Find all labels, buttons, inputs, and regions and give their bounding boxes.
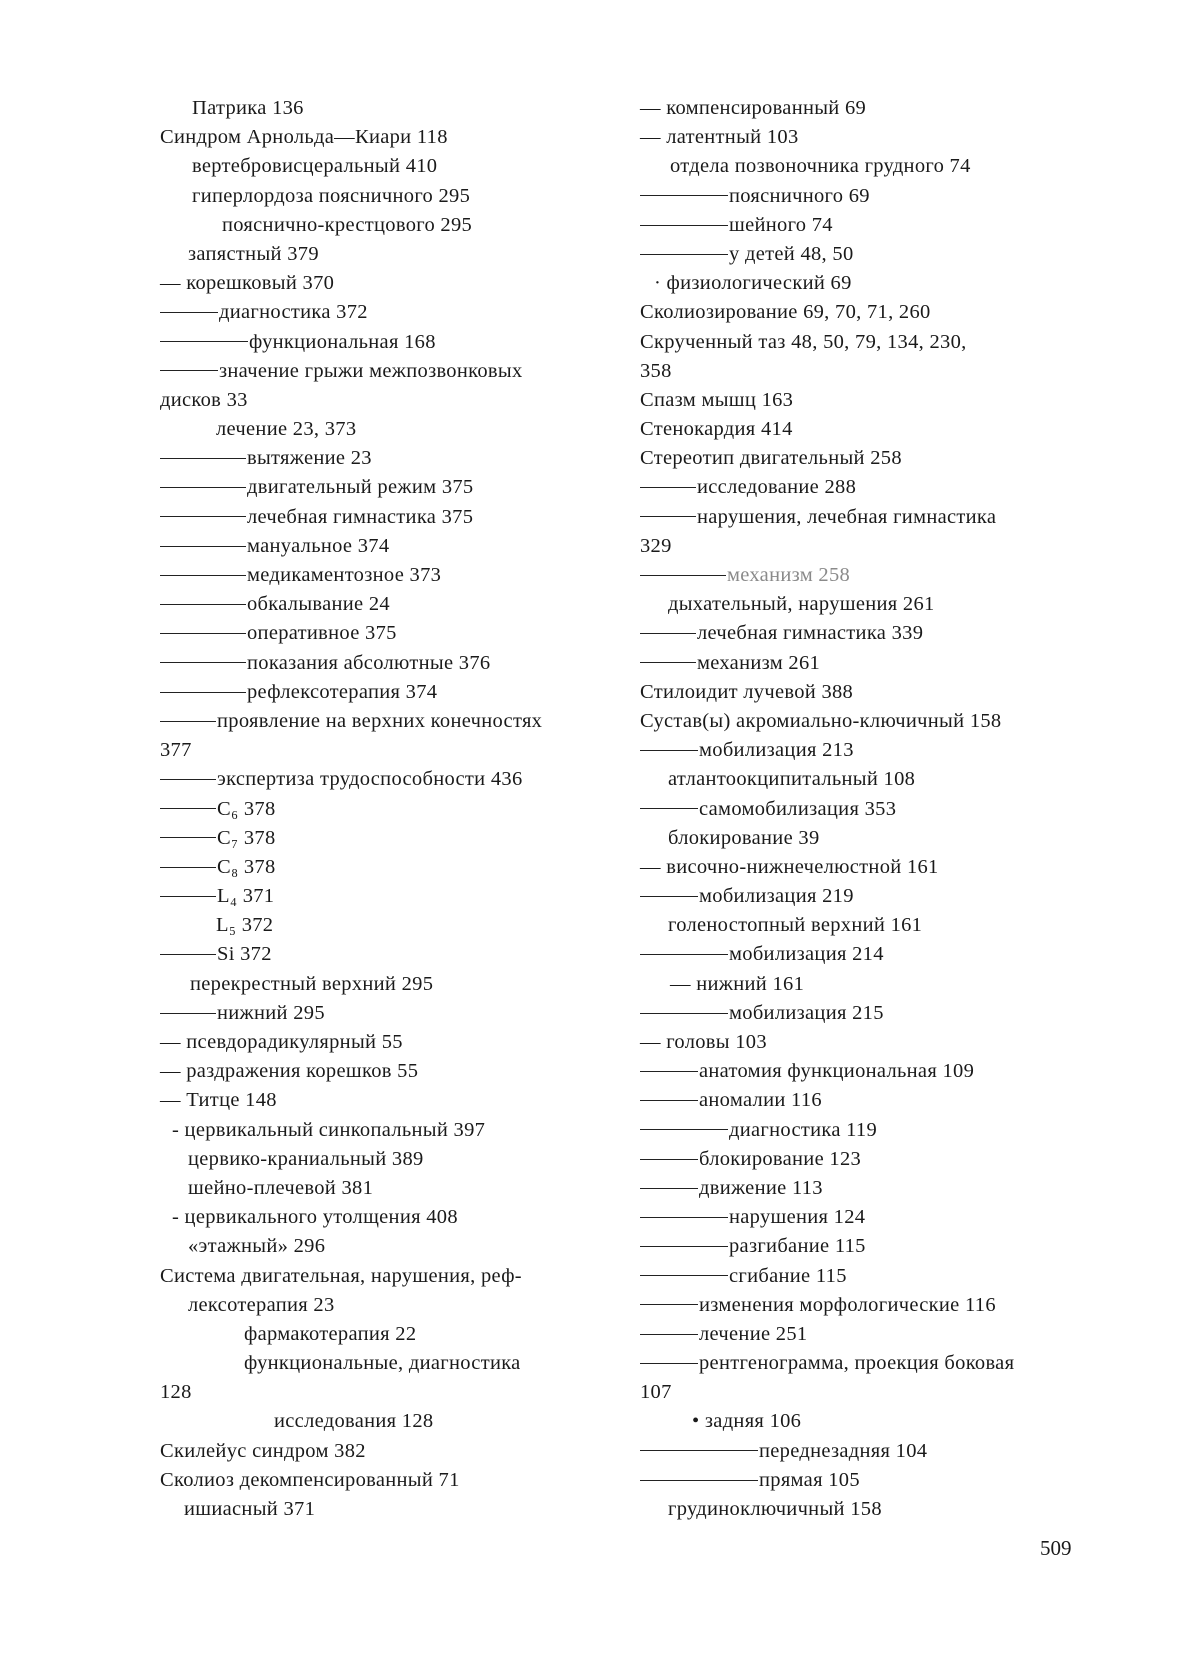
index-entry xyxy=(640,123,1085,152)
index-entry-text: сгибание 115 xyxy=(729,1264,847,1287)
index-entry-text: аномалии 116 xyxy=(699,1089,822,1112)
index-entry-text: Сустав(ы) акромиально-ключичный 158 xyxy=(640,709,1002,732)
index-entry xyxy=(160,1378,622,1407)
index-entry xyxy=(640,736,1085,765)
index-entry-text: — височно-нижнечелюстной 161 xyxy=(640,855,939,878)
index-entry xyxy=(640,619,1085,648)
index-entry xyxy=(640,1320,1085,1349)
index-entry-text: фармакотерапия 22 xyxy=(244,1322,417,1345)
index-entry xyxy=(160,590,622,619)
index-entry-text: 329 xyxy=(640,534,672,557)
index-entry-text: диагностика 372 xyxy=(219,301,368,324)
index-entry-text: движение 113 xyxy=(699,1176,823,1199)
index-entry-text: отдела позвоночника грудного 74 xyxy=(670,155,971,178)
index-entry-text: — псевдорадикулярный 55 xyxy=(160,1031,403,1053)
index-entry-text: — корешковый 370 xyxy=(160,272,335,295)
index-entry xyxy=(640,1495,1085,1524)
index-entry-text: экспертиза трудоспособности 436 xyxy=(217,768,523,791)
index-entry-text: гиперлордоза поясничного 295 xyxy=(192,184,471,207)
leader-rule xyxy=(160,633,246,634)
index-entry-text: исследование 288 xyxy=(697,476,857,499)
index-entry-text: мобилизация 215 xyxy=(729,1001,884,1024)
index-entry xyxy=(160,240,622,269)
index-entry xyxy=(160,444,622,473)
index-entry xyxy=(160,1349,622,1378)
index-entry xyxy=(160,503,622,532)
index-entry xyxy=(640,649,1085,678)
index-entry-text: шейно-плечевой 381 xyxy=(188,1176,374,1199)
leader-rule xyxy=(160,1013,216,1014)
index-entry-text: 107 xyxy=(640,1381,672,1404)
index-entry xyxy=(160,1262,622,1291)
index-entry-text: Патрика 136 xyxy=(192,97,304,119)
index-entry-text: · физиологический 69 xyxy=(654,272,852,295)
index-entry-text: Спазм мышц 163 xyxy=(640,388,794,411)
index-entry xyxy=(160,473,622,502)
index-entry xyxy=(160,328,622,357)
index-entry-text: L₄ 371 xyxy=(217,885,275,908)
leader-rule xyxy=(160,721,216,722)
leader-rule xyxy=(640,1246,728,1247)
index-entry-text: лечебная гимнастика 339 xyxy=(697,622,924,645)
leader-rule xyxy=(160,546,246,547)
index-entry-text: обкалывание 24 xyxy=(247,593,390,616)
index-entry xyxy=(160,386,622,415)
index-entry xyxy=(640,473,1085,502)
index-entry-text: цервико-краниальный 389 xyxy=(188,1147,424,1170)
index-entry xyxy=(160,999,622,1028)
index-entry-text: дисков 33 xyxy=(160,388,248,411)
left-index-column xyxy=(160,94,622,1524)
leader-rule xyxy=(640,1363,698,1364)
index-entry-text: блокирование 123 xyxy=(699,1147,862,1170)
leader-rule xyxy=(640,516,696,517)
index-entry-text: нарушения, лечебная гимнастика xyxy=(697,505,997,528)
index-entry-text: • задняя 106 xyxy=(692,1410,802,1433)
right-index-column xyxy=(640,94,1085,1524)
index-entry xyxy=(640,298,1085,327)
index-entry-text: показания абсолютные 376 xyxy=(247,651,491,674)
index-entry xyxy=(160,415,622,444)
leader-rule xyxy=(640,1013,728,1014)
index-entry xyxy=(160,1174,622,1203)
index-entry-text: проявление на верхних конечностях xyxy=(217,709,543,732)
index-entry xyxy=(160,1232,622,1261)
index-entry xyxy=(640,1116,1085,1145)
index-entry-text: значение грыжи межпозвонковых xyxy=(219,359,523,382)
index-entry xyxy=(640,853,1085,882)
leader-rule xyxy=(640,896,698,897)
index-entry-text: механизм 258 xyxy=(727,564,851,586)
index-entry xyxy=(160,824,622,853)
leader-rule xyxy=(640,1480,758,1481)
index-entry-text: самомобилизация 353 xyxy=(699,797,897,820)
index-entry xyxy=(640,590,1085,619)
index-entry-text: — компенсированный 69 xyxy=(640,97,867,119)
leader-rule xyxy=(160,516,246,517)
index-entry xyxy=(640,765,1085,794)
index-entry-text: функциональные, диагностика xyxy=(244,1352,521,1375)
index-entry xyxy=(640,824,1085,853)
index-entry xyxy=(640,678,1085,707)
leader-rule xyxy=(160,458,246,459)
index-entry xyxy=(160,970,622,999)
index-entry xyxy=(160,357,622,386)
index-entry xyxy=(640,1349,1085,1378)
index-entry xyxy=(640,1378,1085,1407)
index-entry xyxy=(160,211,622,240)
index-entry-text: лечебная гимнастика 375 xyxy=(247,505,474,528)
index-entry-text: прямая 105 xyxy=(759,1468,860,1491)
index-entry-text: — раздражения корешков 55 xyxy=(160,1060,419,1083)
index-entry-text: мобилизация 219 xyxy=(699,885,854,908)
index-entry-text: мобилизация 213 xyxy=(699,739,854,762)
index-entry-text: Скрученный таз 48, 50, 79, 134, 230, xyxy=(640,330,967,353)
index-entry-text: исследования 128 xyxy=(274,1410,434,1433)
index-entry xyxy=(160,649,622,678)
leader-rule xyxy=(160,312,218,313)
index-entry xyxy=(160,707,622,736)
leader-rule xyxy=(640,808,698,809)
leader-rule xyxy=(160,575,246,576)
index-entry-text: нижний 295 xyxy=(217,1001,325,1024)
index-entry xyxy=(640,911,1085,940)
index-entry-text: — Титце 148 xyxy=(160,1089,277,1112)
index-entry-text: C₆ 378 xyxy=(217,797,276,820)
index-entry-text: переднезадняя 104 xyxy=(759,1439,928,1462)
index-entry xyxy=(640,1291,1085,1320)
index-entry-text: блокирование 39 xyxy=(668,826,820,849)
index-entry-text: атлантоокципитальный 108 xyxy=(668,768,916,791)
leader-rule xyxy=(640,254,728,255)
index-entry-text: пояснично-крестцового 295 xyxy=(222,213,473,236)
leader-rule xyxy=(160,837,216,838)
index-entry-text: шейного 74 xyxy=(729,213,833,236)
index-entry-text: нарушения 124 xyxy=(729,1206,866,1229)
leader-rule xyxy=(640,1275,728,1276)
index-entry xyxy=(160,678,622,707)
index-entry-text: - цервикального утолщения 408 xyxy=(172,1206,458,1229)
index-entry xyxy=(640,707,1085,736)
index-entry-text: рефлексотерапия 374 xyxy=(247,680,438,703)
index-entry-text: функциональная 168 xyxy=(249,330,436,353)
leader-rule xyxy=(640,633,696,634)
index-entry-text: — нижний 161 xyxy=(670,972,805,995)
index-entry xyxy=(160,1291,622,1320)
index-entry xyxy=(160,1466,622,1495)
index-entry xyxy=(160,911,622,940)
index-entry-text: Синдром Арнольда—Киари 118 xyxy=(160,126,448,149)
index-entry-text: рентгенограмма, проекция боковая xyxy=(699,1352,1015,1375)
leader-rule xyxy=(640,1129,728,1130)
index-entry-text: медикаментозное 373 xyxy=(247,564,442,586)
index-entry-text: Сколиоз декомпенсированный 71 xyxy=(160,1468,460,1491)
index-entry xyxy=(640,1203,1085,1232)
index-entry-text: 377 xyxy=(160,739,192,762)
index-entry-text: C₈ 378 xyxy=(217,855,276,878)
index-entry xyxy=(640,152,1085,181)
index-entry xyxy=(160,853,622,882)
index-entry xyxy=(160,1437,622,1466)
index-entry xyxy=(640,415,1085,444)
index-entry xyxy=(160,795,622,824)
index-entry-text: ишиасный 371 xyxy=(184,1498,316,1520)
index-entry xyxy=(160,1203,622,1232)
index-entry xyxy=(160,1116,622,1145)
index-entry xyxy=(640,970,1085,999)
index-entry-text: двигательный режим 375 xyxy=(247,476,474,499)
index-entry-text: у детей 48, 50 xyxy=(729,242,854,265)
index-entry xyxy=(160,1495,622,1524)
index-entry-text: C₇ 378 xyxy=(217,826,276,849)
index-entry xyxy=(160,765,622,794)
index-entry-text: механизм 261 xyxy=(697,651,821,674)
index-entry xyxy=(640,1232,1085,1261)
index-entry-text: вытяжение 23 xyxy=(247,447,372,470)
leader-rule xyxy=(640,1334,698,1335)
index-entry xyxy=(640,1174,1085,1203)
index-entry xyxy=(640,1437,1085,1466)
index-entry xyxy=(640,269,1085,298)
index-entry-text: дыхательный, нарушения 261 xyxy=(668,593,935,616)
leader-rule xyxy=(160,808,216,809)
index-entry xyxy=(160,1086,622,1115)
index-entry-text: перекрестный верхний 295 xyxy=(190,972,434,995)
index-entry xyxy=(160,736,622,765)
index-entry xyxy=(640,1407,1085,1436)
index-entry xyxy=(640,561,1085,590)
index-entry-text: Стенокардия 414 xyxy=(640,418,793,441)
index-entry xyxy=(160,940,622,969)
index-entry xyxy=(640,1262,1085,1291)
index-entry-text: — головы 103 xyxy=(640,1031,767,1053)
index-entry-text: мануальное 374 xyxy=(247,534,390,557)
index-entry-text: мобилизация 214 xyxy=(729,943,884,966)
index-entry xyxy=(160,1320,622,1349)
index-entry xyxy=(160,1145,622,1174)
index-entry-text: 358 xyxy=(640,359,672,382)
index-entry-text: оперативное 375 xyxy=(247,622,397,645)
index-entry xyxy=(640,882,1085,911)
index-entry xyxy=(640,444,1085,473)
index-entry xyxy=(640,503,1085,532)
leader-rule xyxy=(160,487,246,488)
leader-rule xyxy=(640,225,728,226)
index-entry-text: Скилейус синдром 382 xyxy=(160,1439,366,1462)
index-entry-text: Система двигательная, нарушения, реф- xyxy=(160,1264,522,1287)
index-entry xyxy=(640,94,1085,123)
index-entry xyxy=(640,940,1085,969)
index-entry-text: голеностопный верхний 161 xyxy=(668,914,923,937)
index-entry xyxy=(640,1028,1085,1057)
index-entry xyxy=(160,1028,622,1057)
leader-rule xyxy=(160,341,248,342)
leader-rule xyxy=(640,1217,728,1218)
index-entry xyxy=(160,123,622,152)
index-entry xyxy=(640,999,1085,1028)
index-entry xyxy=(160,882,622,911)
index-entry xyxy=(160,619,622,648)
leader-rule xyxy=(160,867,216,868)
index-entry xyxy=(640,386,1085,415)
leader-rule xyxy=(160,896,216,897)
index-entry-text: поясничного 69 xyxy=(729,184,870,207)
leader-rule xyxy=(640,1188,698,1189)
index-entry-text: Стилоидит лучевой 388 xyxy=(640,680,854,703)
index-entry-text: лечение 251 xyxy=(699,1322,808,1345)
leader-rule xyxy=(640,1071,698,1072)
leader-rule xyxy=(640,1304,698,1305)
index-entry xyxy=(640,1057,1085,1086)
index-entry-text: разгибание 115 xyxy=(729,1235,866,1258)
index-entry-text: грудиноключичный 158 xyxy=(668,1498,882,1520)
index-entry xyxy=(160,561,622,590)
index-entry-text: «этажный» 296 xyxy=(188,1235,326,1258)
index-entry xyxy=(640,328,1085,357)
index-entry-text: Сколиозирование 69, 70, 71, 260 xyxy=(640,301,931,324)
leader-rule xyxy=(160,954,216,955)
index-entry-text: 128 xyxy=(160,1381,192,1404)
index-entry xyxy=(160,94,622,123)
leader-rule xyxy=(640,954,728,955)
leader-rule xyxy=(640,750,698,751)
index-entry-text: лечение 23, 373 xyxy=(216,418,357,441)
index-entry-text: вертебровисцеральный 410 xyxy=(192,155,438,178)
leader-rule xyxy=(160,604,246,605)
index-entry-text: анатомия функциональная 109 xyxy=(699,1060,975,1083)
index-entry xyxy=(160,532,622,561)
index-entry xyxy=(640,1466,1085,1495)
index-entry-text: запястный 379 xyxy=(188,242,319,265)
index-entry xyxy=(640,1145,1085,1174)
index-entry-text: - цервикальный синкопальный 397 xyxy=(172,1118,486,1141)
index-entry-text: диагностика 119 xyxy=(729,1118,878,1141)
index-entry xyxy=(160,269,622,298)
index-entry xyxy=(640,211,1085,240)
index-entry-text: Стереотип двигательный 258 xyxy=(640,447,902,470)
leader-rule xyxy=(160,692,246,693)
index-entry xyxy=(160,1057,622,1086)
index-entry xyxy=(640,182,1085,211)
index-entry xyxy=(160,152,622,181)
index-entry xyxy=(640,1086,1085,1115)
leader-rule xyxy=(160,662,246,663)
leader-rule xyxy=(640,1159,698,1160)
index-entry-text: — латентный 103 xyxy=(640,126,799,149)
index-entry xyxy=(640,795,1085,824)
index-entry xyxy=(640,240,1085,269)
index-entry-text: L₅ 372 xyxy=(216,914,274,937)
index-entry xyxy=(640,532,1085,561)
index-entry-text: изменения морфологические 116 xyxy=(699,1293,996,1316)
leader-rule xyxy=(160,779,216,780)
leader-rule xyxy=(640,1100,698,1101)
leader-rule xyxy=(640,195,728,196)
index-entry-text: Si 372 xyxy=(217,943,272,966)
leader-rule xyxy=(640,575,726,576)
leader-rule xyxy=(640,662,696,663)
index-entry-text: лексотерапия 23 xyxy=(188,1293,335,1316)
index-entry xyxy=(160,298,622,327)
leader-rule xyxy=(640,1450,758,1451)
page-number: 509 xyxy=(1040,1536,1072,1560)
index-entry xyxy=(160,182,622,211)
index-entry xyxy=(640,357,1085,386)
leader-rule xyxy=(160,370,218,371)
leader-rule xyxy=(640,487,696,488)
index-entry xyxy=(160,1407,622,1436)
